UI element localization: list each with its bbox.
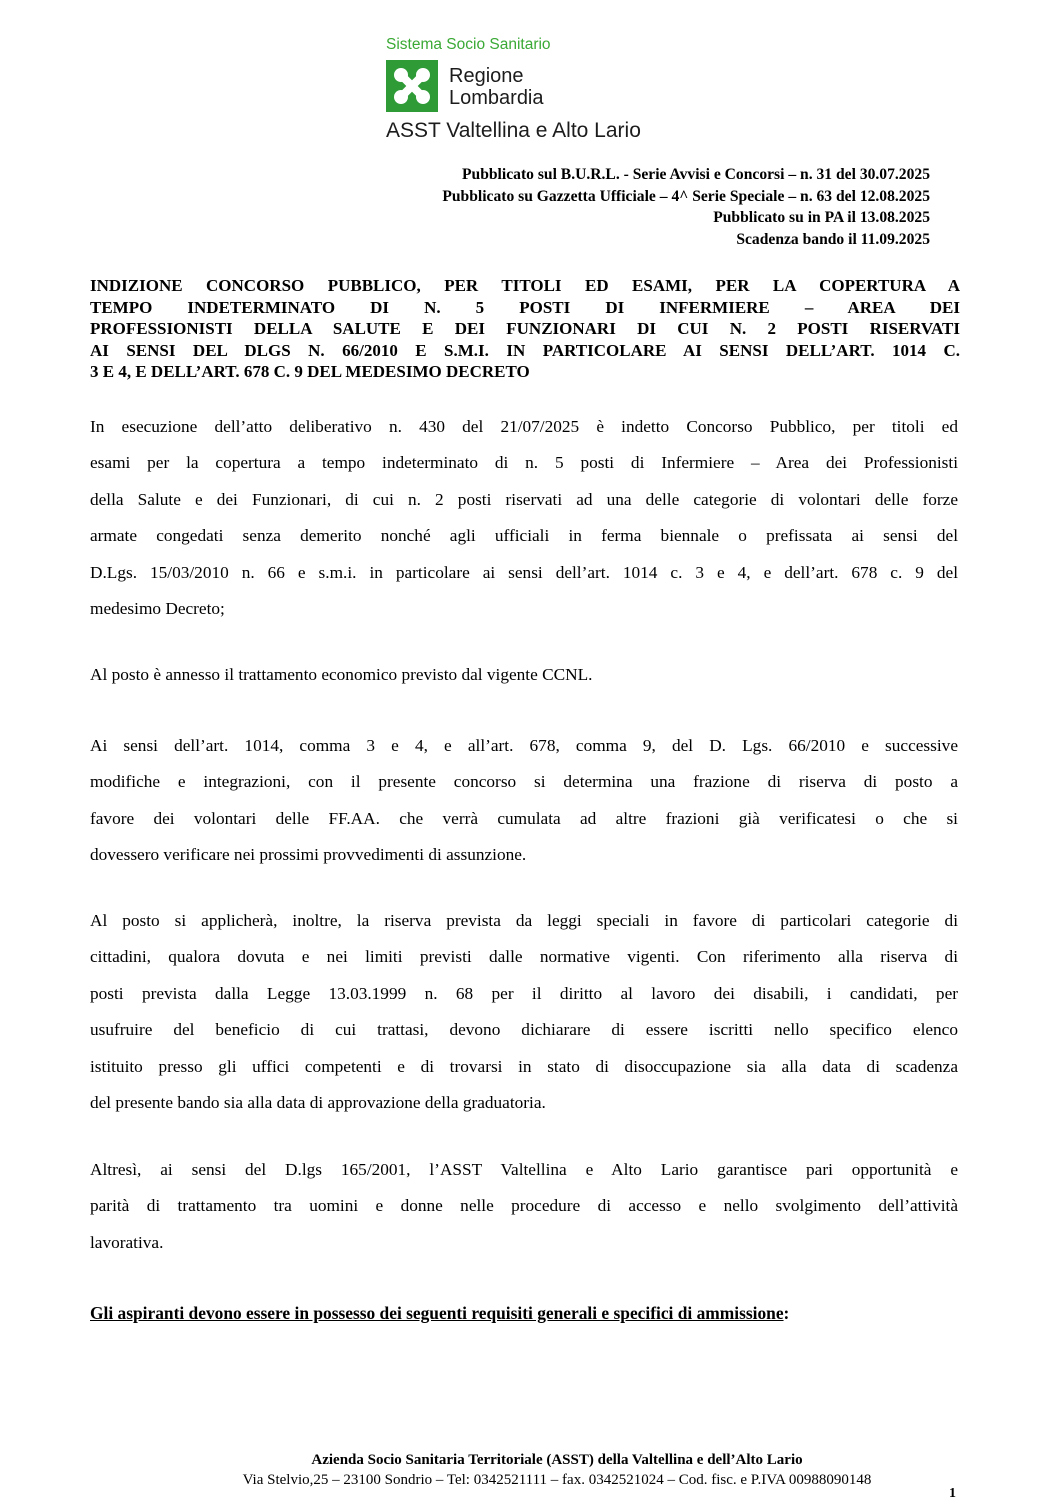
document-title [90, 275, 960, 383]
region-line2: Lombardia [449, 87, 544, 109]
asst-logo [386, 36, 686, 146]
text-line: medesimo Decreto; [90, 599, 225, 619]
text-line: Altresì, ai sensi del D.lgs 165/2001, l’ASST Valtellina e Alto Lario garantisce pari opportunità e [90, 1160, 958, 1179]
publication-gazzetta: Pubblicato su Gazzetta Ufficiale – 4^ Serie Speciale – n. 63 del 12.08.2025 [442, 187, 930, 205]
footer-address: Via Stelvio,25 – 23100 Sondrio – Tel: 0342521111 – fax. 0342521024 – Cod. fisc. e P.IVA 00988090148 [242, 1472, 872, 1488]
text-line: In esecuzione dell’atto deliberativo n. 430 del 21/07/2025 è indetto Concorso Pubblico, per titoli ed [90, 417, 958, 436]
text-line: esami per la copertura a tempo indeterminato di n. 5 posti di Infermiere – Area dei Professionisti [90, 453, 958, 473]
text-line: della Salute e dei Funzionari, di cui n. 2 posti riservati ad una delle categorie di volontari delle forze [90, 489, 958, 509]
text-line: Al posto si applicherà, inoltre, la riserva prevista da leggi speciali in favore di particolari categorie di [90, 911, 958, 930]
footer-agency: Azienda Socio Sanitaria Territoriale (ASST) della Valtellina e dell’Alto Lario [311, 1452, 803, 1468]
text-line: modifiche e integrazioni, con il presente concorso si determina una frazione di riserva di posto a [90, 772, 958, 792]
paragraph-indizione [90, 409, 958, 627]
publication-inpa: Pubblicato su in PA il 13.08.2025 [713, 209, 930, 226]
system-label: Sistema Socio Sanitario [386, 36, 551, 53]
text-line: istituito presso gli uffici competenti e di trovarsi in stato di disoccupazione sia alla data di scadenza [90, 1056, 958, 1076]
title-line: 3 E 4, E DELL’ART. 678 C. 9 DEL MEDESIMO DECRETO [90, 362, 530, 382]
text-line: usufruire del beneficio di cui trattasi, devono dichiarare di essere iscritti nello specifico elenco [90, 1020, 958, 1040]
text-line: cittadini, qualora dovuta e nei limiti previsti dalle normative vigenti. Con riferimento alla riserva di [90, 947, 958, 967]
text-line: del presente bando sia alla data di approvazione della graduatoria. [90, 1093, 546, 1113]
title-line: AI SENSI DEL DLGS N. 66/2010 E S.M.I. IN PARTICOLARE AI SENSI DELL’ART. 1014 C. [90, 340, 960, 360]
text-line: parità di trattamento tra uomini e donne nelle procedure di accesso e nello svolgimento dell’attività [90, 1196, 958, 1216]
text-line: posti prevista dalla Legge 13.03.1999 n. 68 per il diritto al lavoro dei disabili, i candidati, per [90, 983, 958, 1003]
requirements-heading-colon: : [783, 1303, 790, 1323]
paragraph-riserva-ffaa [90, 728, 958, 874]
text-line: armate congedati senza demerito nonché agli ufficiali in ferma biennale o prefissata ai sensi del [90, 526, 958, 546]
page-footer [0, 1450, 1058, 1490]
requirements-heading [90, 1303, 789, 1324]
text-line: Ai sensi dell’art. 1014, comma 3 e 4, e all’art. 678, comma 9, del D. Lgs. 66/2010 e successive [90, 736, 958, 755]
requirements-heading-text: Gli aspiranti devono essere in possesso dei seguenti requisiti generali e specifici di ammissione [90, 1303, 784, 1323]
agency-name: ASST Valtellina e Alto Lario [386, 119, 641, 142]
title-line: TEMPO INDETERMINATO DI N. 5 POSTI DI INFERMIERE – AREA DEI [90, 297, 960, 317]
text-line: favore dei volontari delle FF.AA. che verrà cumulata ad altre frazioni già verificatesi o che si [90, 808, 958, 828]
publication-burl: Pubblicato sul B.U.R.L. - Serie Avvisi e Concorsi – n. 31 del 30.07.2025 [462, 166, 930, 183]
lombardia-flower-icon [386, 60, 438, 112]
paragraph-pari-opportunita [90, 1152, 958, 1261]
title-line: INDIZIONE CONCORSO PUBBLICO, PER TITOLI ED ESAMI, PER LA COPERTURA A [90, 276, 960, 295]
publication-info [442, 164, 930, 250]
text-line: dovessero verificare nei prossimi provvedimenti di assunzione. [90, 845, 527, 865]
paragraph-riserva-disabili [90, 903, 958, 1121]
text-line: lavorativa. [90, 1232, 164, 1252]
title-line: PROFESSIONISTI DELLA SALUTE E DEI FUNZIONARI DI CUI N. 2 POSTI RISERVATI [90, 319, 960, 339]
paragraph-trattamento [90, 657, 958, 693]
region-line1: Regione [449, 65, 524, 87]
page-number: 1 [949, 1486, 956, 1501]
deadline: Scadenza bando il 11.09.2025 [736, 230, 930, 248]
region-name [449, 65, 544, 109]
text-line: D.Lgs. 15/03/2010 n. 66 e s.m.i. in particolare ai sensi dell’art. 1014 c. 3 e 4, e dell’art. 678 c. 9 del [90, 562, 958, 582]
text-line: Al posto è annesso il trattamento economico previsto dal vigente CCNL. [90, 665, 593, 684]
